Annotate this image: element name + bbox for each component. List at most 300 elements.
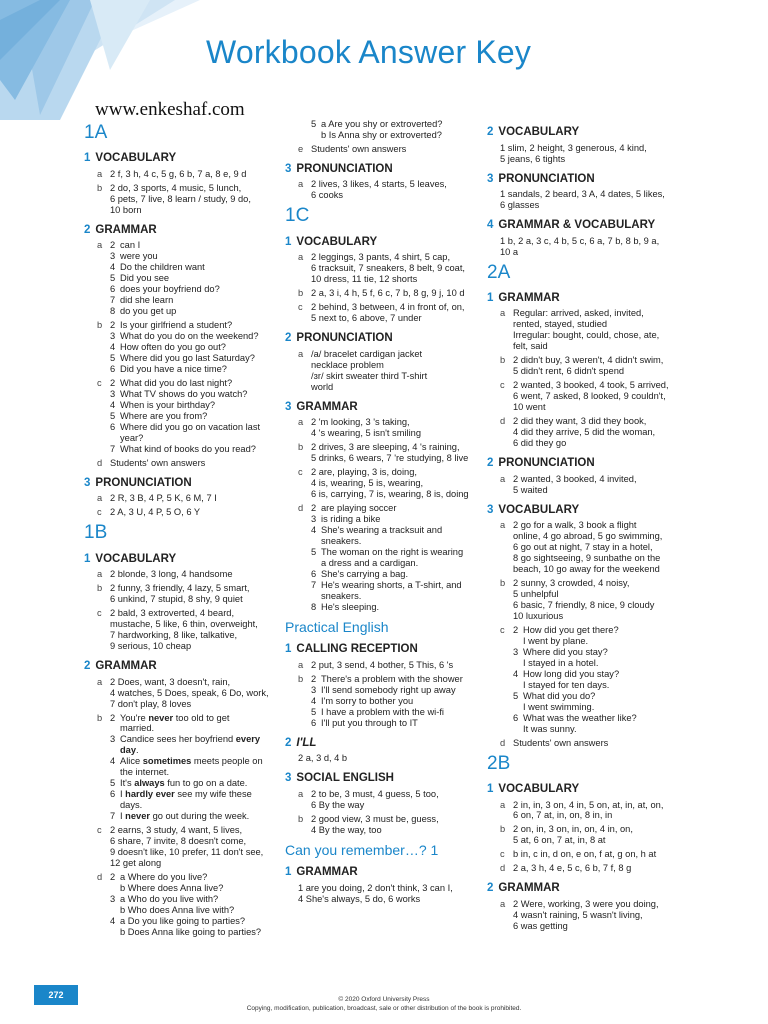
answer-line: b Where does Anna live? bbox=[120, 883, 224, 894]
numbered-answer bbox=[110, 389, 282, 400]
numbered-answer bbox=[311, 685, 483, 696]
numbered-answer bbox=[110, 444, 282, 455]
answer-number: 3 bbox=[110, 894, 116, 904]
section-number: 2 bbox=[487, 882, 494, 895]
section-heading bbox=[487, 219, 697, 233]
answer-line: 5 didn't rent, 6 didn't spend bbox=[513, 366, 625, 377]
answer-line: What kind of books do you read? bbox=[120, 443, 256, 454]
section-label: GRAMMAR bbox=[95, 223, 157, 236]
answer-line: is riding a bike bbox=[321, 513, 381, 524]
answer-line: The woman on the right is wearing bbox=[321, 546, 464, 557]
section-label: VOCABULARY bbox=[296, 235, 378, 248]
answer-line: I hardly ever see my wife these bbox=[120, 789, 252, 800]
answer-number: 5 bbox=[110, 778, 116, 789]
section-number: 1 bbox=[84, 152, 91, 165]
answer-body bbox=[120, 389, 282, 400]
section-number: 2 bbox=[84, 660, 91, 673]
answer-number: 4 bbox=[110, 342, 116, 353]
numbered-answer bbox=[311, 119, 483, 141]
answer-item bbox=[298, 442, 483, 464]
answer-line: are playing soccer bbox=[321, 502, 397, 513]
section-number: 1 bbox=[285, 643, 292, 656]
section-number: 1 bbox=[84, 552, 91, 565]
item-answers bbox=[311, 144, 483, 155]
answer-line: b Is Anna shy or extroverted? bbox=[321, 129, 442, 140]
answer-item bbox=[298, 179, 483, 201]
item-letter: a bbox=[97, 676, 103, 687]
answer-line: do you get up bbox=[120, 306, 177, 317]
section-heading bbox=[285, 236, 483, 250]
answer-body bbox=[120, 894, 282, 916]
answer-line: She's wearing a tracksuit and bbox=[321, 524, 443, 535]
section-label: VOCABULARY bbox=[498, 782, 580, 795]
answer-body bbox=[120, 778, 282, 789]
answer-line: 2 a, 3 i, 4 h, 5 f, 6 c, 7 b, 8 g, 9 j, 10 d bbox=[311, 288, 465, 299]
answer-body bbox=[120, 331, 282, 342]
answer-body bbox=[321, 696, 483, 707]
answer-item bbox=[500, 800, 697, 822]
answer-line: 10 luxurious bbox=[513, 610, 564, 621]
answer-item bbox=[298, 674, 483, 729]
section-heading bbox=[487, 173, 697, 187]
numbered-answer bbox=[110, 342, 282, 353]
answer-body bbox=[321, 514, 483, 525]
answer-line: 2 R, 3 B, 4 P, 5 K, 6 M, 7 I bbox=[110, 493, 217, 504]
item-answers bbox=[513, 355, 697, 377]
numbered-answer bbox=[110, 916, 282, 938]
answer-number: 6 bbox=[110, 789, 116, 800]
answer-line: What do you do on the weekend? bbox=[120, 331, 259, 342]
section-label: GRAMMAR bbox=[498, 291, 560, 304]
answer-number: 6 bbox=[311, 568, 317, 579]
answer-line: 2 f, 3 h, 4 c, 5 g, 6 b, 7 a, 8 e, 9 d bbox=[110, 168, 247, 179]
answer-line: 2 Were, working, 3 were you doing, bbox=[513, 898, 659, 909]
answer-line: 4 wasn't raining, 5 wasn't living, bbox=[513, 909, 643, 920]
section-label: CALLING RECEPTION bbox=[296, 643, 418, 656]
section-number: 3 bbox=[487, 172, 494, 185]
answer-number: 3 bbox=[513, 646, 519, 657]
item-answers bbox=[110, 713, 282, 823]
section-heading bbox=[285, 772, 483, 786]
answer-item bbox=[500, 578, 697, 622]
answer-line: year? bbox=[120, 432, 144, 443]
answer-body bbox=[321, 569, 483, 580]
answer-line: 5 drinks, 6 wears, 7 're studying, 8 live bbox=[311, 453, 469, 464]
item-answers bbox=[513, 380, 697, 413]
answer-line: 5 at, 6 on, 7 at, in, 8 at bbox=[513, 835, 606, 846]
answer-body bbox=[523, 669, 697, 691]
answer-line: b in, c in, d on, e on, f at, g on, h at bbox=[513, 849, 657, 860]
answer-line: a Where do you live? bbox=[120, 872, 208, 883]
answer-line: the internet. bbox=[120, 767, 170, 778]
answer-line: You're never too old to get bbox=[120, 712, 230, 723]
numbered-answer bbox=[311, 514, 483, 525]
answer-item bbox=[500, 474, 697, 496]
item-letter: c bbox=[97, 608, 102, 619]
answer-line: He's wearing shorts, a T-shirt, and bbox=[321, 579, 462, 590]
answer-item bbox=[500, 308, 697, 352]
answer-number: 3 bbox=[110, 251, 116, 262]
answer-item bbox=[298, 467, 483, 500]
answer-body bbox=[120, 734, 282, 756]
section-number: 4 bbox=[487, 219, 494, 231]
answer-line: 6 unkind, 7 stupid, 8 shy, 9 quiet bbox=[110, 594, 243, 605]
answer-line: 2 do, 3 sports, 4 music, 5 lunch, bbox=[110, 182, 242, 193]
answer-item bbox=[97, 825, 282, 869]
section-heading bbox=[285, 866, 483, 880]
numbered-answer bbox=[110, 400, 282, 411]
answer-item bbox=[500, 625, 697, 735]
item-answers bbox=[110, 183, 282, 216]
section-heading bbox=[84, 152, 282, 166]
section-number: 2 bbox=[487, 126, 494, 138]
answer-body bbox=[321, 718, 483, 729]
answer-number: 5 bbox=[513, 690, 519, 701]
numbered-answer bbox=[110, 251, 282, 262]
answer-line: 2 on, in, 3 on, in, on, 4 in, on, bbox=[513, 824, 633, 835]
answer-number: 5 bbox=[311, 546, 317, 557]
item-answers bbox=[311, 442, 483, 464]
numbered-answer bbox=[110, 756, 282, 778]
answer-line: Is your girlfriend a student? bbox=[120, 320, 233, 331]
item-letter: a bbox=[298, 252, 304, 263]
footer-notice: Copying, modification, publication, broadcast, sale or other distribution of the book is prohibited. bbox=[246, 1005, 522, 1012]
item-letter: b bbox=[97, 712, 103, 723]
answer-body bbox=[523, 625, 697, 647]
item-letter: a bbox=[500, 520, 506, 531]
answer-line: day. bbox=[120, 745, 139, 756]
section-number: 1 bbox=[285, 866, 292, 879]
answer-body bbox=[321, 707, 483, 718]
item-answers bbox=[311, 503, 483, 613]
answer-number: 4 bbox=[110, 399, 116, 410]
section-heading bbox=[487, 457, 697, 471]
answer-line: 6 did they go bbox=[513, 438, 567, 449]
answer-item bbox=[500, 899, 697, 932]
answer-line: 2 earns, 3 study, 4 want, 5 lives, bbox=[110, 825, 243, 836]
answer-line: 2 wanted, 3 booked, 4 took, 5 arrived, bbox=[513, 380, 669, 391]
item-answers bbox=[110, 872, 282, 938]
answer-line: I never go out during the week. bbox=[120, 811, 250, 822]
answer-line: What TV shows do you watch? bbox=[120, 389, 248, 399]
section-label: PRONUNCIATION bbox=[95, 476, 192, 489]
answer-line: 4 's wearing, 5 isn't smiling bbox=[311, 428, 421, 439]
answer-body bbox=[321, 503, 483, 514]
answer-item bbox=[298, 814, 483, 836]
numbered-answer bbox=[513, 713, 697, 735]
answer-line: 7 don't play, 8 loves bbox=[110, 698, 192, 709]
answer-number: 7 bbox=[110, 443, 116, 454]
answer-line: 6 on, 7 at, in, on, 8 in, in bbox=[513, 810, 613, 821]
answer-line: 1 are you doing, 2 don't think, 3 can I, bbox=[298, 882, 453, 893]
item-letter: c bbox=[500, 849, 505, 860]
item-letter: b bbox=[97, 583, 103, 594]
answer-line: 7 hardworking, 8 like, talkative, bbox=[110, 630, 238, 641]
answer-item bbox=[500, 416, 697, 449]
item-answers bbox=[110, 608, 282, 652]
answer-line: Where did you go on vacation last bbox=[120, 421, 261, 432]
answer-line: How often do you go out? bbox=[120, 342, 226, 353]
numbered-answer bbox=[110, 306, 282, 317]
section-heading bbox=[285, 643, 483, 657]
answer-line: 2 go for a walk, 3 book a flight bbox=[513, 520, 637, 531]
answer-line: I stayed for ten days. bbox=[523, 679, 610, 690]
item-answers bbox=[513, 416, 697, 449]
answer-line: 2 Does, want, 3 doesn't, rain, bbox=[110, 676, 231, 687]
numbered-answer bbox=[110, 811, 282, 822]
answer-line: felt, said bbox=[513, 341, 548, 352]
item-letter: c bbox=[298, 302, 303, 313]
answer-line: 4 did they arrive, 5 did the woman, bbox=[513, 427, 656, 438]
section-heading bbox=[84, 553, 282, 567]
answer-item bbox=[298, 503, 483, 613]
section-label: PRONUNCIATION bbox=[498, 457, 595, 470]
answer-item bbox=[97, 713, 282, 823]
answer-body bbox=[120, 422, 282, 444]
section-label: GRAMMAR & VOCABULARY bbox=[498, 219, 656, 231]
answer-line: 2 behind, 3 between, 4 in front of, on, bbox=[311, 302, 465, 313]
answer-body bbox=[321, 119, 483, 141]
answer-body bbox=[120, 789, 282, 811]
answer-item bbox=[298, 288, 483, 299]
section-number: 2 bbox=[285, 332, 292, 345]
item-letter: a bbox=[298, 417, 304, 428]
item-answers bbox=[311, 660, 483, 671]
answer-item bbox=[500, 849, 697, 860]
answer-item bbox=[500, 824, 697, 846]
item-letter: e bbox=[298, 143, 304, 154]
answer-body bbox=[321, 685, 483, 696]
answer-number: 2 bbox=[513, 624, 519, 635]
answer-line: I went by plane. bbox=[523, 635, 589, 646]
item-answers bbox=[110, 825, 282, 869]
numbered-answer bbox=[311, 503, 483, 514]
answer-line: Students' own answers bbox=[513, 737, 609, 748]
answer-line: 6 is, carrying, 7 is, wearing, 8 is, doing bbox=[311, 489, 469, 499]
answer-item bbox=[298, 119, 483, 141]
answer-item bbox=[298, 144, 483, 155]
page-title: Workbook Answer Key bbox=[206, 34, 532, 70]
section-label: PRONUNCIATION bbox=[296, 332, 393, 345]
item-letter: b bbox=[97, 320, 103, 331]
answer-line: 2 wanted, 3 booked, 4 invited, bbox=[513, 473, 637, 484]
answer-item bbox=[298, 302, 483, 324]
section-heading bbox=[487, 292, 697, 306]
answer-number: 6 bbox=[513, 712, 519, 723]
answer-item bbox=[97, 872, 282, 938]
answer-body bbox=[120, 872, 282, 894]
numbered-answer bbox=[311, 525, 483, 547]
answer-line: does your boyfriend do? bbox=[120, 284, 220, 295]
item-answers bbox=[311, 119, 483, 141]
answer-number: 4 bbox=[513, 668, 519, 679]
answer-item bbox=[97, 608, 282, 652]
answer-body bbox=[523, 713, 697, 735]
item-letter: a bbox=[298, 348, 304, 359]
item-answers bbox=[110, 169, 282, 180]
numbered-answer bbox=[110, 713, 282, 735]
answer-number: 4 bbox=[110, 262, 116, 273]
section-heading bbox=[487, 882, 697, 896]
answer-line: days. bbox=[120, 800, 143, 811]
unit-heading: 1A bbox=[84, 122, 108, 143]
item-answers bbox=[311, 252, 483, 285]
answer-line: Where are you from? bbox=[120, 410, 208, 421]
answer-line: 1 slim, 2 height, 3 generous, 4 kind, bbox=[500, 142, 647, 153]
answer-number: 3 bbox=[110, 331, 116, 342]
section-number: 3 bbox=[84, 476, 91, 489]
item-letter: b bbox=[298, 442, 304, 453]
answer-line: b Does Anna like going to parties? bbox=[120, 926, 262, 937]
item-answers bbox=[110, 378, 282, 455]
answer-line: Alice sometimes meets people on bbox=[120, 756, 263, 767]
section-label: PRONUNCIATION bbox=[498, 172, 595, 185]
section-heading bbox=[285, 401, 483, 415]
answer-body bbox=[120, 273, 282, 284]
answer-line: What did you do last night? bbox=[120, 378, 233, 389]
answer-line: Students' own answers bbox=[311, 143, 407, 154]
numbered-answer bbox=[513, 669, 697, 691]
numbered-answer bbox=[110, 262, 282, 273]
answer-line: can I bbox=[120, 240, 141, 251]
item-letter: d bbox=[500, 737, 506, 748]
answer-line: sneakers. bbox=[321, 590, 362, 601]
section-heading bbox=[285, 737, 483, 751]
answer-text bbox=[500, 143, 697, 165]
answer-item bbox=[97, 677, 282, 710]
numbered-answer bbox=[513, 691, 697, 713]
answer-body bbox=[120, 916, 282, 938]
answer-line: 6 By the way bbox=[311, 799, 365, 810]
item-answers bbox=[513, 578, 697, 622]
item-letter: d bbox=[500, 863, 506, 874]
answer-line: Candice sees her boyfriend every bbox=[120, 734, 261, 745]
item-letter: a bbox=[97, 493, 103, 504]
answer-item bbox=[97, 493, 282, 504]
item-letter: c bbox=[298, 467, 303, 478]
section-label: PRONUNCIATION bbox=[296, 162, 393, 175]
section-number: 1 bbox=[285, 235, 292, 248]
answer-line: It's always fun to go on a date. bbox=[120, 778, 248, 789]
answer-line: 5 waited bbox=[513, 484, 548, 495]
answer-body bbox=[523, 691, 697, 713]
section-number: 1 bbox=[487, 291, 494, 304]
answer-item bbox=[298, 417, 483, 439]
answer-line: did she learn bbox=[120, 295, 174, 306]
answer-line: Where did you go last Saturday? bbox=[120, 353, 255, 364]
answer-line: 6 cooks bbox=[311, 190, 344, 201]
answer-body bbox=[120, 295, 282, 306]
item-letter: d bbox=[97, 872, 103, 883]
answer-body bbox=[321, 580, 483, 602]
answer-body bbox=[120, 811, 282, 822]
section-heading bbox=[84, 660, 282, 674]
answer-line: 9 doesn't like, 10 prefer, 11 don't see, bbox=[110, 847, 264, 858]
item-letter: b bbox=[97, 182, 103, 193]
item-answers bbox=[110, 458, 282, 469]
answer-number: 2 bbox=[110, 712, 116, 723]
item-answers bbox=[311, 814, 483, 836]
answer-line: 2 bald, 3 extroverted, 4 beard, bbox=[110, 608, 235, 619]
section-label: SOCIAL ENGLISH bbox=[296, 772, 394, 785]
answer-line: a Are you shy or extroverted? bbox=[321, 119, 443, 129]
item-letter: b bbox=[500, 578, 506, 588]
answer-item bbox=[97, 458, 282, 469]
section-number: 2 bbox=[487, 457, 494, 470]
section-heading bbox=[84, 477, 282, 491]
answer-number: 2 bbox=[110, 378, 116, 389]
section-label: I'LL bbox=[296, 736, 317, 749]
answer-line: 6 was getting bbox=[513, 920, 568, 931]
answer-item bbox=[97, 569, 282, 580]
answer-item bbox=[500, 520, 697, 575]
section-heading bbox=[84, 224, 282, 238]
answer-line: 6 share, 7 invite, 8 doesn't come, bbox=[110, 836, 247, 847]
answer-line: 2 to be, 3 must, 4 guess, 5 too, bbox=[311, 788, 439, 799]
section-label: GRAMMAR bbox=[95, 660, 157, 673]
item-letter: a bbox=[500, 898, 506, 909]
answer-line: 4 is, wearing, 5 is, wearing, bbox=[311, 478, 424, 489]
answer-line: 2 good view, 3 must be, guess, bbox=[311, 813, 439, 824]
answer-line: I went swimming. bbox=[523, 701, 595, 712]
answer-line: sneakers. bbox=[321, 535, 362, 546]
answer-line: There's a problem with the shower bbox=[321, 673, 463, 684]
item-letter: c bbox=[97, 378, 102, 389]
item-letter: a bbox=[97, 240, 103, 251]
answer-line: I'll send somebody right up away bbox=[321, 684, 456, 695]
item-letter: b bbox=[500, 355, 506, 366]
website-watermark: www.enkeshaf.com bbox=[95, 99, 245, 120]
answer-number: 6 bbox=[110, 364, 116, 375]
numbered-answer bbox=[110, 734, 282, 756]
item-answers bbox=[110, 507, 282, 518]
item-letter: a bbox=[500, 308, 506, 319]
item-answers bbox=[513, 520, 697, 575]
answer-line: 2 sunny, 3 crowded, 4 noisy, bbox=[513, 578, 630, 588]
answer-line: When is your birthday? bbox=[120, 399, 216, 410]
answer-line: 10 born bbox=[110, 204, 142, 215]
answer-number: 5 bbox=[110, 410, 116, 421]
section-number: 3 bbox=[285, 772, 292, 785]
answer-line: 9 serious, 10 cheap bbox=[110, 641, 192, 652]
item-letter: a bbox=[500, 473, 506, 484]
section-number: 3 bbox=[285, 400, 292, 413]
answer-line: b Who does Anna live with? bbox=[120, 904, 235, 915]
section-label: VOCABULARY bbox=[498, 126, 580, 138]
answer-line: 4 watches, 5 Does, speak, 6 Do, work, bbox=[110, 687, 269, 698]
answer-body bbox=[321, 547, 483, 569]
answer-line: a Do you like going to parties? bbox=[120, 915, 246, 926]
section-number: 1 bbox=[487, 782, 494, 795]
numbered-answer bbox=[311, 547, 483, 569]
answer-line: She's carrying a bag. bbox=[321, 568, 409, 579]
answer-line: What did you do? bbox=[523, 690, 596, 701]
answer-item bbox=[500, 355, 697, 377]
item-answers bbox=[311, 467, 483, 500]
answer-item bbox=[97, 183, 282, 216]
answer-line: 10 dress, 11 tie, 12 shorts bbox=[311, 274, 418, 285]
item-answers bbox=[110, 493, 282, 504]
numbered-answer bbox=[110, 364, 282, 375]
item-letter: c bbox=[500, 624, 505, 635]
column-1 bbox=[84, 118, 282, 941]
answer-line: Regular: arrived, asked, invited, bbox=[513, 308, 644, 319]
answer-body bbox=[120, 756, 282, 778]
answer-line: I have a problem with the wi-fi bbox=[321, 706, 444, 717]
item-answers bbox=[513, 308, 697, 352]
numbered-answer bbox=[110, 411, 282, 422]
answer-body bbox=[321, 674, 483, 685]
